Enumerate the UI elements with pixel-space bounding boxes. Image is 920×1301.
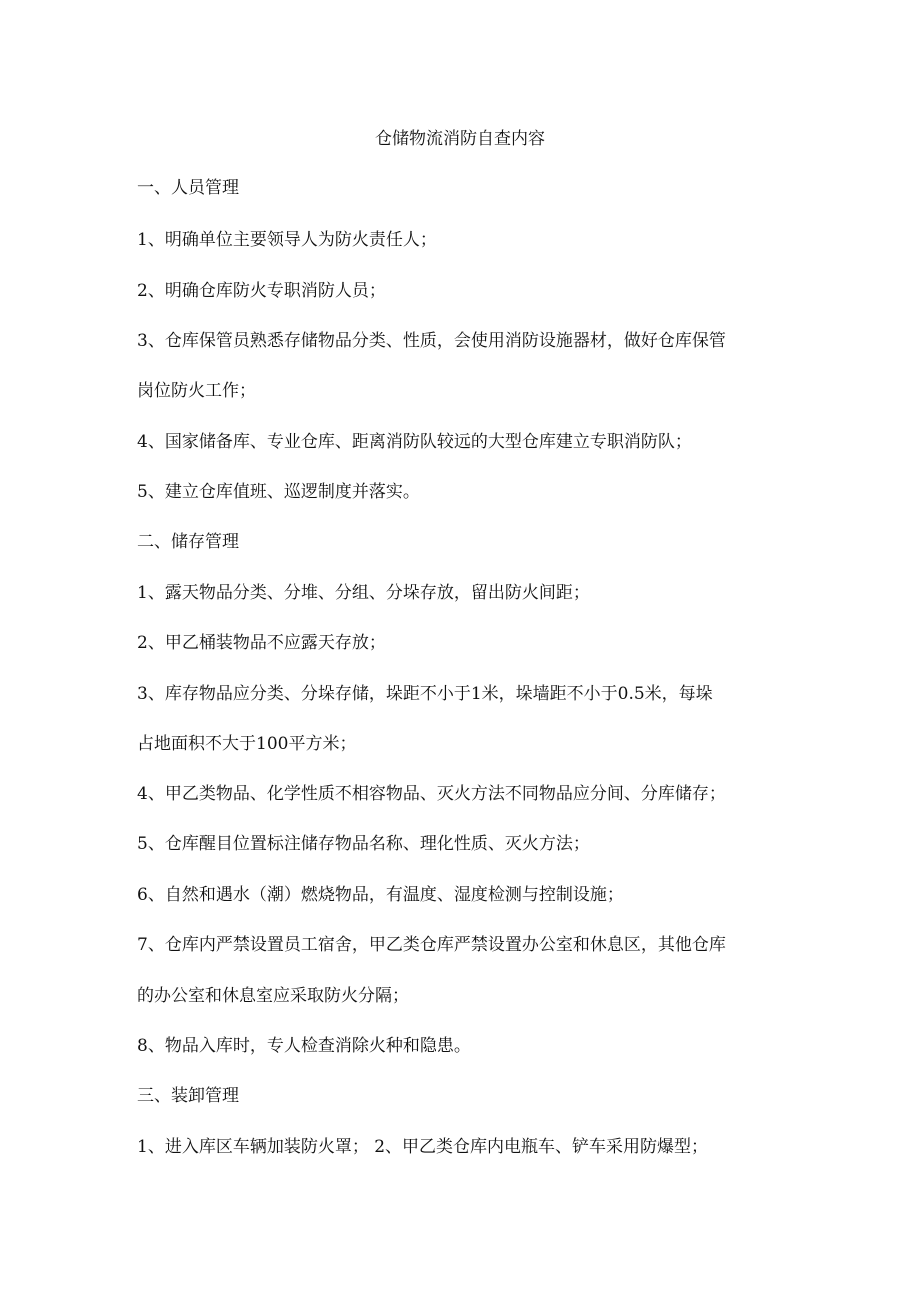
paragraph-line: 2、明确仓库防火专职消防人员； [137, 281, 386, 301]
section-heading-personnel: 一、人员管理 [137, 178, 239, 198]
paragraph-line: 1、明确单位主要领导人为防火责任人； [137, 230, 437, 250]
section-heading-storage: 二、储存管理 [137, 532, 239, 552]
paragraph-line: 4、甲乙类物品、化学性质不相容物品、灭火方法不同物品应分间、分库储存； [137, 784, 726, 804]
paragraph-line: 5、仓库醒目位置标注储存物品名称、理化性质、灭火方法； [137, 834, 590, 854]
paragraph-line: 3、仓库保管员熟悉存储物品分类、性质，会使用消防设施器材，做好仓库保管 [137, 331, 726, 351]
paragraph-line: 的办公室和休息室应采取防火分隔； [137, 986, 409, 1006]
paragraph-line: 5、建立仓库值班、巡逻制度并落实。 [137, 482, 420, 502]
paragraph-line: 6、自然和遇水（潮）燃烧物品，有温度、湿度检测与控制设施； [137, 885, 624, 905]
paragraph-line: 8、物品入库时，专人检查消除火种和隐患。 [137, 1036, 471, 1056]
paragraph-line: 4、国家储备库、专业仓库、距离消防队较远的大型仓库建立专职消防队； [137, 432, 692, 452]
paragraph-line: 2、甲乙桶装物品不应露天存放； [137, 633, 386, 653]
paragraph-line: 岗位防火工作； [137, 381, 256, 401]
section-heading-loading: 三、装卸管理 [137, 1086, 239, 1106]
paragraph-line: 1、进入库区车辆加装防火罩； 2、甲乙类仓库内电瓶车、铲车采用防爆型； [137, 1137, 709, 1157]
paragraph-line: 占地面积不大于100平方米； [137, 734, 357, 754]
paragraph-line: 7、仓库内严禁设置员工宿舍，甲乙类仓库严禁设置办公室和休息区，其他仓库 [137, 935, 726, 955]
paragraph-line: 1、露天物品分类、分堆、分组、分垛存放，留出防火间距； [137, 583, 590, 603]
document-title: 仓储物流消防自查内容 [375, 129, 545, 149]
paragraph-line: 3、库存物品应分类、分垛存储，垛距不小于1米，垛墙距不小于0.5米，每垛 [137, 684, 713, 704]
